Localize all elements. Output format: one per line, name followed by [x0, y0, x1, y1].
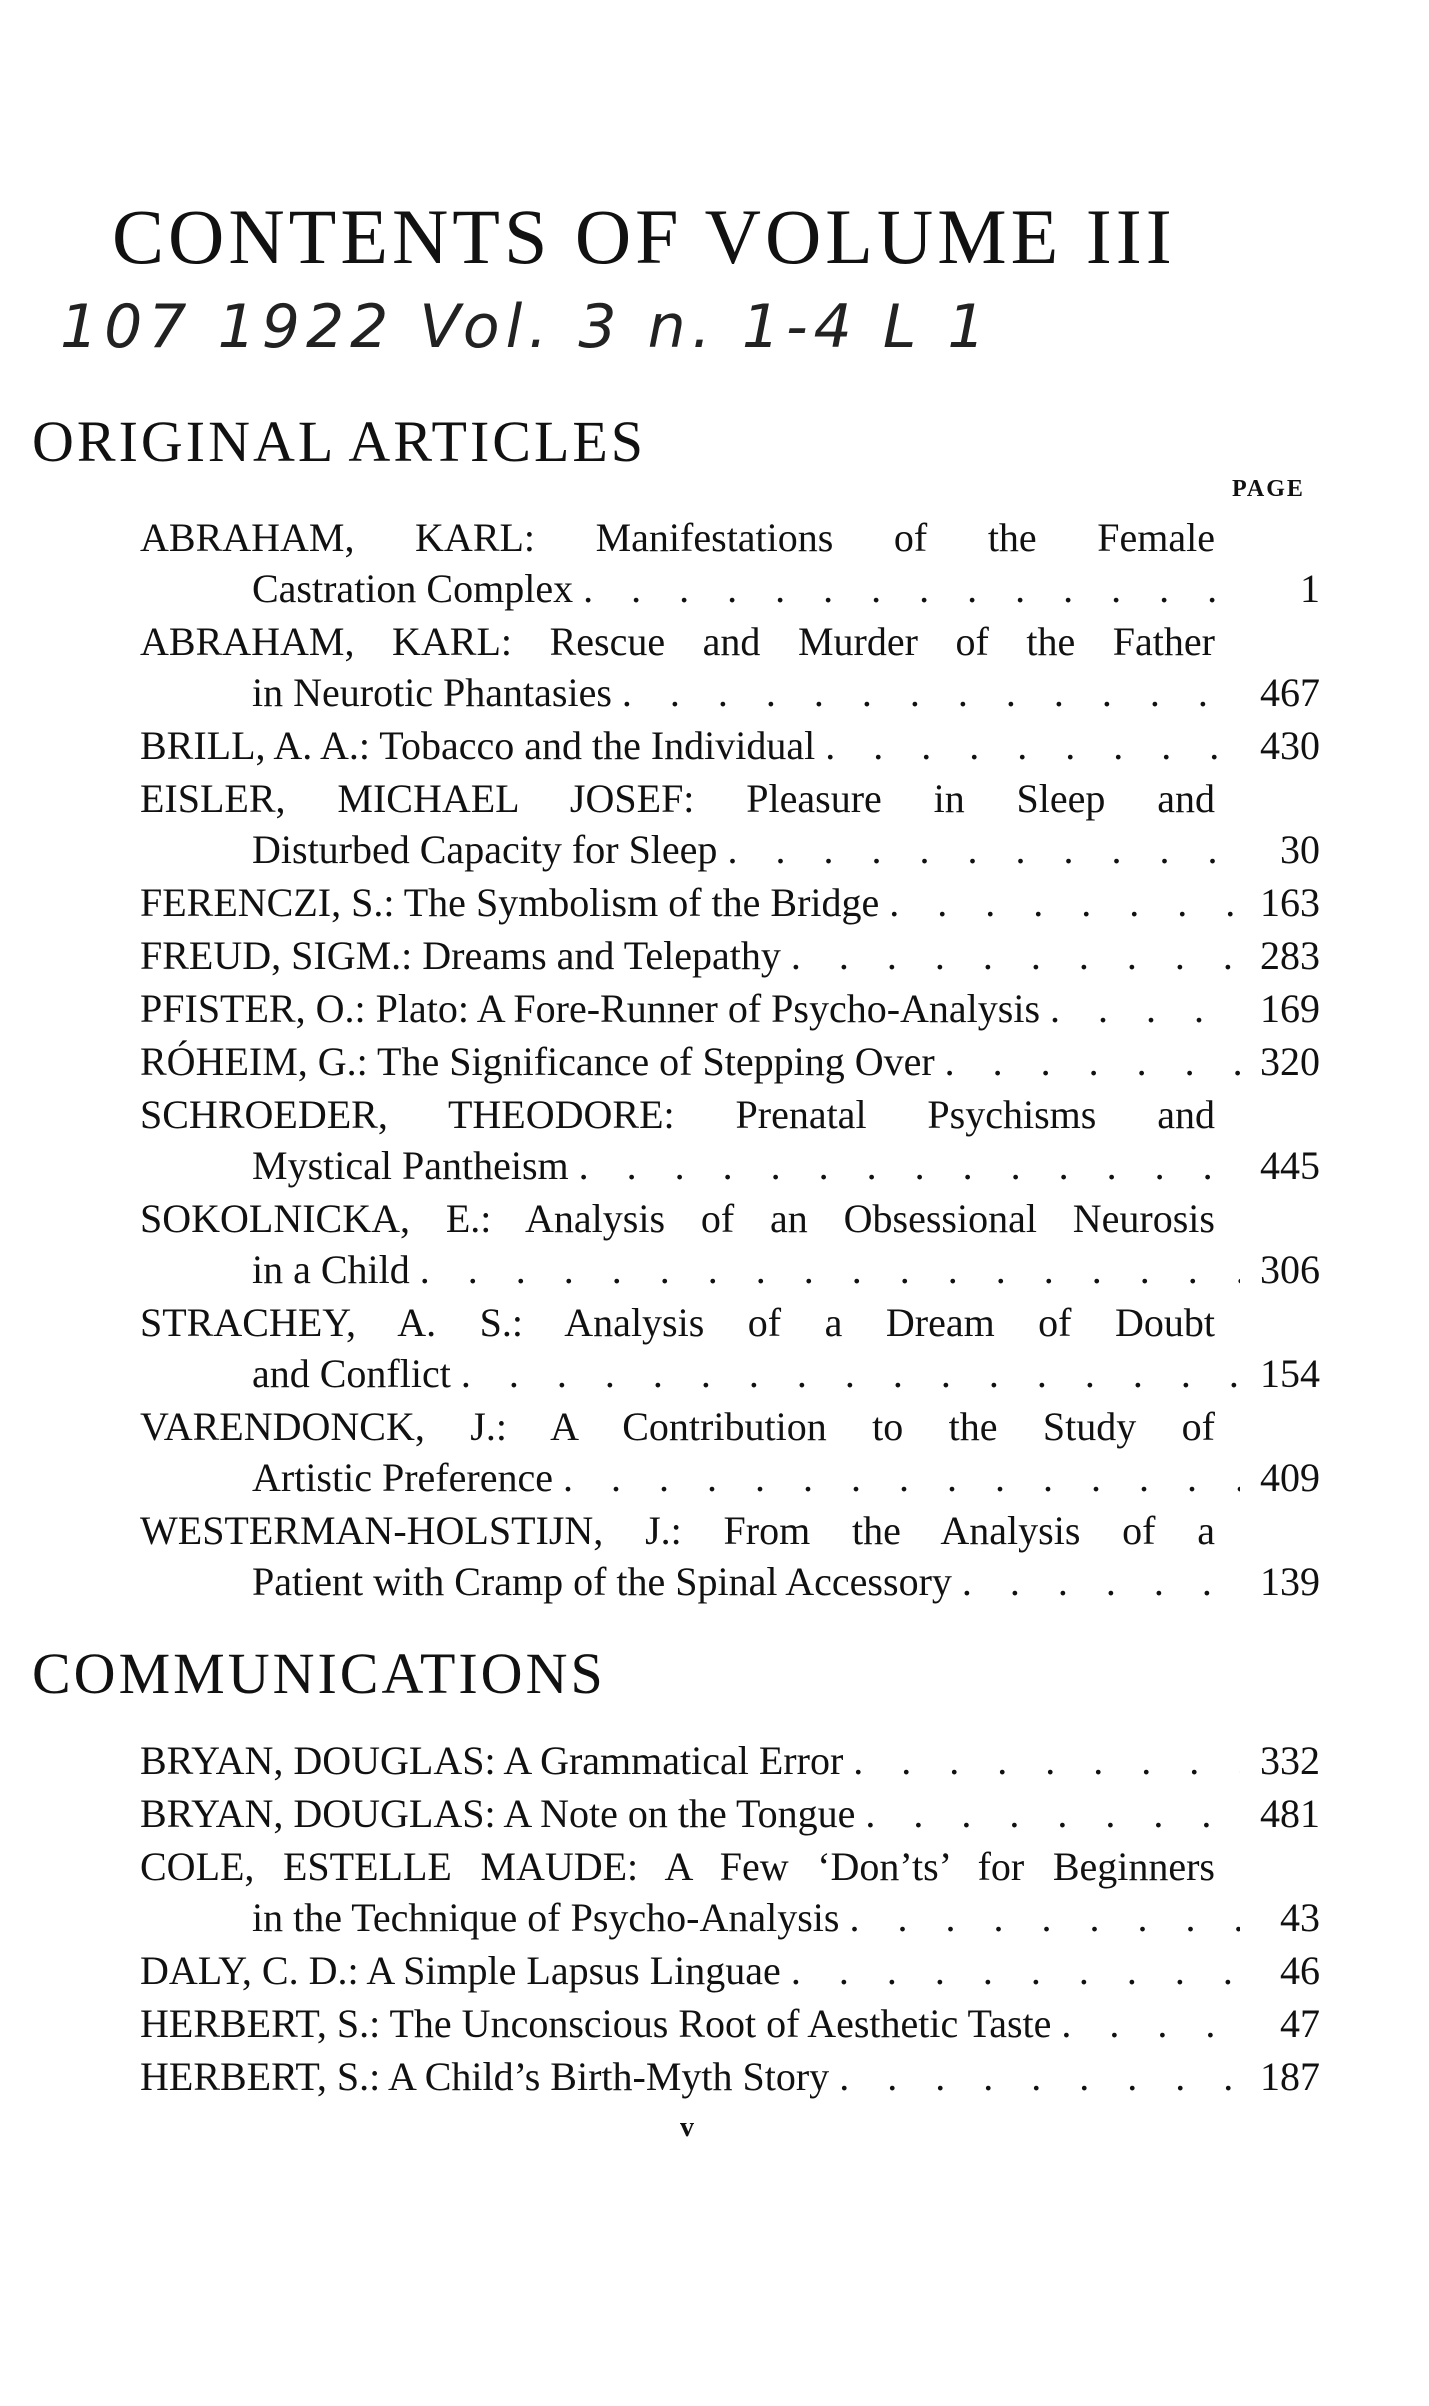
page-folio: v — [680, 2112, 694, 2143]
entry-author-title: DALY, C. D.: A Simple Lapsus Linguae — [140, 1948, 781, 1993]
toc-entry — [140, 1089, 1320, 1193]
entry-page-number: 332 — [1260, 1738, 1320, 1783]
entry-author-title: FREUD, SIGM.: Dreams and Telepathy — [140, 933, 781, 978]
toc-entry — [140, 1998, 1320, 2051]
dot-leader — [855, 1788, 1240, 1839]
section-heading-original-articles: ORIGINAL ARTICLES — [32, 409, 647, 474]
entry-author-title: WESTERMAN-HOLSTIJN, J.: From the Analysis of a — [140, 1508, 1215, 1553]
toc-communications — [140, 1735, 1320, 2104]
entry-author-title: ABRAHAM, KARL: Manifestations of the Female — [140, 515, 1215, 560]
dot-leader — [410, 1244, 1240, 1295]
toc-entry — [140, 1788, 1320, 1841]
entry-page-number: 320 — [1260, 1039, 1320, 1084]
dot-leader — [839, 1892, 1240, 1943]
toc-original-articles — [140, 512, 1320, 1609]
dot-leader — [879, 877, 1240, 928]
dot-leader — [952, 1556, 1240, 1607]
dot-leader — [935, 1036, 1240, 1087]
toc-entry — [140, 720, 1320, 773]
entry-author-title: COLE, ESTELLE MAUDE: A Few ‘Don’ts’ for Beginners — [140, 1844, 1215, 1889]
entry-page-number: 187 — [1260, 2054, 1320, 2099]
toc-entry — [140, 983, 1320, 1036]
entry-page-number: 430 — [1260, 723, 1320, 768]
toc-entry — [140, 1945, 1320, 1998]
toc-entry — [140, 877, 1320, 930]
toc-entry — [140, 1735, 1320, 1788]
toc-entry — [140, 930, 1320, 983]
dot-leader — [717, 824, 1240, 875]
handwritten-shelf-note: 107 1922 Vol. 3 n. 1-4 L 1 — [60, 292, 992, 362]
toc-entry — [140, 512, 1320, 616]
entry-page-number: 467 — [1260, 670, 1320, 715]
entry-page-number: 47 — [1280, 2001, 1320, 2046]
entry-page-number: 30 — [1280, 827, 1320, 872]
toc-entry — [140, 1505, 1320, 1609]
entry-title-continuation: Artistic Preference — [252, 1455, 553, 1500]
entry-page-number: 46 — [1280, 1948, 1320, 1993]
toc-entry — [140, 1841, 1320, 1945]
dot-leader — [815, 720, 1240, 771]
entry-title-continuation: Castration Complex — [252, 566, 574, 611]
entry-title-continuation: in Neurotic Phantasies — [252, 670, 612, 715]
entry-page-number: 481 — [1260, 1791, 1320, 1836]
entry-page-number: 1 — [1300, 566, 1320, 611]
dot-leader — [612, 667, 1240, 718]
entry-page-number: 445 — [1260, 1143, 1320, 1188]
dot-leader — [781, 1945, 1240, 1996]
entry-page-number: 169 — [1260, 986, 1320, 1031]
entry-author-title: ABRAHAM, KARL: Rescue and Murder of the Father — [140, 619, 1215, 664]
entry-author-title: HERBERT, S.: The Unconscious Root of Aesthetic Taste — [140, 2001, 1052, 2046]
toc-entry — [140, 1193, 1320, 1297]
entry-author-title: RÓHEIM, G.: The Significance of Stepping Over — [140, 1039, 935, 1084]
entry-author-title: BRILL, A. A.: Tobacco and the Individual — [140, 723, 816, 768]
toc-entry — [140, 1297, 1320, 1401]
dot-leader — [1040, 983, 1240, 1034]
entry-page-number: 163 — [1260, 880, 1320, 925]
entry-page-number: 154 — [1260, 1351, 1320, 1396]
entry-page-number: 306 — [1260, 1247, 1320, 1292]
dot-leader — [553, 1452, 1240, 1503]
toc-entry — [140, 773, 1320, 877]
entry-title-continuation: Disturbed Capacity for Sleep — [252, 827, 718, 872]
entry-title-continuation: in a Child — [252, 1247, 410, 1292]
volume-title: CONTENTS OF VOLUME III — [112, 193, 1176, 280]
entry-page-number: 139 — [1260, 1559, 1320, 1604]
entry-title-continuation: Patient with Cramp of the Spinal Accessory — [252, 1559, 952, 1604]
entry-author-title: SOKOLNICKA, E.: Analysis of an Obsessional Neurosis — [140, 1196, 1215, 1241]
toc-entry — [140, 2051, 1320, 2104]
entry-title-continuation: in the Technique of Psycho-Analysis — [252, 1895, 840, 1940]
entry-author-title: BRYAN, DOUGLAS: A Note on the Tongue — [140, 1791, 856, 1836]
toc-entry — [140, 1036, 1320, 1089]
dot-leader — [573, 563, 1240, 614]
page-column-label: PAGE — [1232, 476, 1305, 502]
entry-author-title: EISLER, MICHAEL JOSEF: Pleasure in Sleep and — [140, 776, 1215, 821]
section-heading-communications: COMMUNICATIONS — [32, 1641, 606, 1706]
entry-author-title: PFISTER, O.: Plato: A Fore-Runner of Psycho-Analysis — [140, 986, 1041, 1031]
entry-author-title: FERENCZI, S.: The Symbolism of the Bridge — [140, 880, 880, 925]
dot-leader — [843, 1735, 1240, 1786]
entry-page-number: 283 — [1260, 933, 1320, 978]
dot-leader — [829, 2051, 1240, 2102]
entry-author-title: STRACHEY, A. S.: Analysis of a Dream of Doubt — [140, 1300, 1215, 1345]
entry-page-number: 409 — [1260, 1455, 1320, 1500]
entry-author-title: VARENDONCK, J.: A Contribution to the Study of — [140, 1404, 1215, 1449]
dot-leader — [781, 930, 1240, 981]
dot-leader — [451, 1348, 1240, 1399]
entry-author-title: HERBERT, S.: A Child’s Birth-Myth Story — [140, 2054, 830, 2099]
entry-title-continuation: Mystical Pantheism — [252, 1143, 569, 1188]
dot-leader — [1051, 1998, 1240, 2049]
toc-entry — [140, 1401, 1320, 1505]
dot-leader — [569, 1140, 1240, 1191]
entry-title-continuation: and Conflict — [252, 1351, 451, 1396]
toc-entry — [140, 616, 1320, 720]
entry-author-title: BRYAN, DOUGLAS: A Grammatical Error — [140, 1738, 844, 1783]
entry-author-title: SCHROEDER, THEODORE: Prenatal Psychisms and — [140, 1092, 1215, 1137]
entry-page-number: 43 — [1280, 1895, 1320, 1940]
